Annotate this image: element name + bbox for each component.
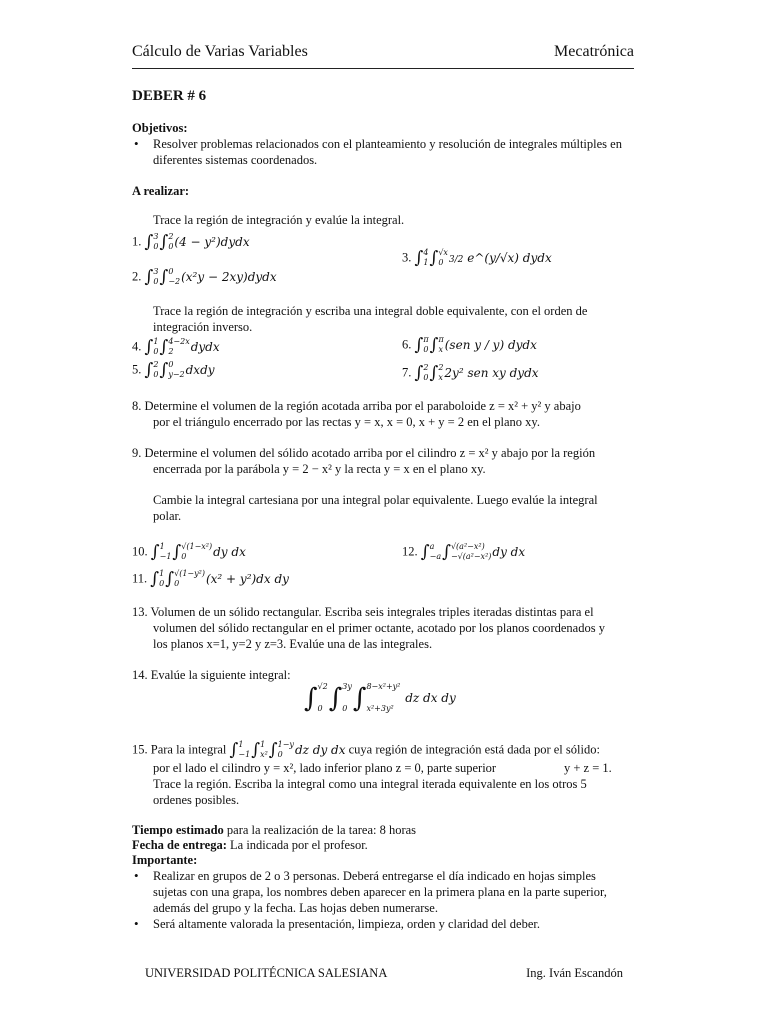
problem-15-line2b: y + z = 1. [564, 761, 612, 775]
problem-number: 6. [402, 337, 412, 352]
problem-3: 3. ∫ 4 1 ∫ √x 0 3/2 e^(y/√x) dydx [402, 247, 552, 268]
problem-12: 12. ∫ a −a ∫ √(a²−x²) −√(a²−x²) dy dx [402, 541, 526, 562]
problem-7: 7. ∫ 2 0 ∫ 2 x 2y² sen xy dydx [402, 362, 539, 383]
importante-b1-line3: además del grupo y la fecha. Las hojas deben numerarse. [153, 901, 438, 915]
problem-15-line4: ordenes posibles. [153, 793, 240, 807]
problem-number: 3. [402, 250, 412, 265]
page-title: DEBER # 6 [132, 88, 207, 104]
footer-university: UNIVERSIDAD POLITÉCNICA SALESIANA [145, 966, 388, 980]
section3-line1: Cambie la integral cartesiana por una integral polar equivalente. Luego evalúe la integral [153, 493, 598, 507]
objetivos-heading: Objetivos: [132, 121, 188, 135]
a-realizar-heading: A realizar: [132, 184, 190, 198]
bullet-icon: • [134, 136, 139, 151]
problem-number: 4. [132, 339, 142, 354]
problem-15-line2a: por el lado el cilindro y = x², lado inferior plano z = 0, parte superior [153, 761, 497, 775]
footer-author: Ing. Iván Escandón [526, 966, 623, 980]
problem-15-line3: Trace la región. Escriba la integral como una integral iterada equivalente en los otros 5 [153, 777, 587, 791]
problem-4: 4. ∫ 1 0 ∫ 4−2x 2 dydx [132, 336, 220, 357]
problem-number: 2. [132, 269, 142, 284]
problem-14-text: 14. Evalúe la siguiente integral: [132, 668, 291, 682]
problem-10: 10. ∫ 1 −1 ∫ √(1−x²) 0 dy dx [132, 541, 246, 562]
problem-8-line2: por el triángulo encerrado por las rectas y = x, x = 0, x + y = 2 en el plano xy. [153, 415, 540, 429]
fecha-entrega: Fecha de entrega: La indicada por el profesor. [132, 838, 368, 852]
problem-number: 10. [132, 544, 148, 559]
problem-1: 1. ∫ 3 0 ∫ 2 0 (4 − y²)dydx [132, 231, 250, 252]
header-rule [132, 68, 634, 69]
section3-line2: polar. [153, 509, 182, 523]
problem-9-line2: encerrada por la parábola y = 2 − x² y la recta y = x en el plano xy. [153, 462, 486, 476]
importante-b2: Será altamente valorada la presentación, limpieza, orden y claridad del deber. [153, 917, 540, 931]
problem-number: 1. [132, 234, 142, 249]
header-program: Mecatrónica [554, 43, 634, 60]
problem-13-line1: 13. Volumen de un sólido rectangular. Escriba seis integrales triples iteradas distintas para el [132, 605, 594, 619]
problem-13-line3: los planos x=1, y=2 y z=3. Evalúe una de las integrales. [153, 637, 433, 651]
problem-9-line1: 9. Determine el volumen del sólido acotado arriba por el cilindro z = x² y abajo por la región [132, 446, 596, 460]
problem-number: 11. [132, 571, 148, 586]
objetivos-item: Resolver problemas relacionados con el planteamiento y resolución de integrales múltiples en diferentes sistemas coordenados. [153, 137, 622, 167]
problem-5: 5. ∫ 2 0 ∫ 0 y−2 dxdy [132, 359, 215, 380]
section1-instruction: Trace la región de integración y evalúe la integral. [153, 213, 405, 227]
problem-11: 11. ∫ 1 0 ∫ √(1−y²) 0 (x² + y²)dx dy [132, 568, 289, 589]
importante-b1-line1: Realizar en grupos de 2 o 3 personas. Deberá entregarse el día indicado en hojas simples [153, 869, 596, 883]
section2-instruction: Trace la región de integración y escriba una integral doble equivalente, con el orden de integración inverso. [153, 304, 588, 334]
importante-b1-line2: sujetas con una grapa, los nombres deben aparecer en la primera plana en la parte superior, [153, 885, 607, 899]
header-course: Cálculo de Varias Variables [132, 43, 308, 60]
problem-number: 7. [402, 365, 412, 380]
problem-2: 2. ∫ 3 0 ∫ 0 −2 (x²y − 2xy)dydx [132, 266, 277, 287]
problem-6: 6. ∫ π 0 ∫ π x (sen y / y) dydx [402, 334, 537, 355]
bullet-icon: • [134, 916, 139, 931]
problem-8-line1: 8. Determine el volumen de la región acotada arriba por el paraboloide z = x² + y² y abajo [132, 399, 581, 413]
importante-heading: Importante: [132, 853, 198, 867]
problem-number: 5. [132, 362, 142, 377]
problem-14-integral: ∫ √2 0 ∫ 3y 0 ∫ 8−x²+y² x²+3y² dz dx dy [304, 682, 456, 713]
problem-15-line1: 15. Para la integral ∫ 1 −1 ∫ 1 x² ∫ 1−y 0 dz dy dx cuya región de integración está dada por el sólido: [132, 739, 600, 760]
problem-number: 12. [402, 544, 418, 559]
bullet-icon: • [134, 868, 139, 883]
tiempo-estimado: Tiempo estimado para la realización de la tarea: 8 horas [132, 823, 417, 837]
problem-13-line2: volumen del sólido rectangular en el primer octante, acotado por los planos coordenados y [153, 621, 605, 635]
